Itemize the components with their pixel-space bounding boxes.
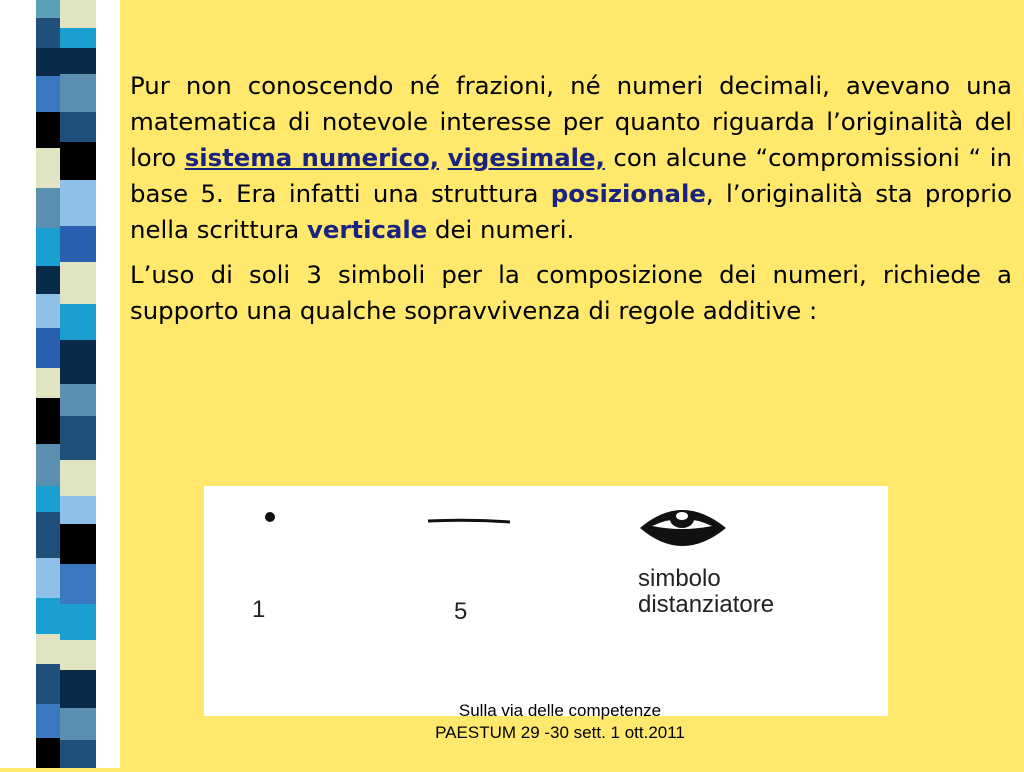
- label-separator: [638, 566, 774, 618]
- keyword-vigesimale: vigesimale,: [447, 143, 605, 172]
- footer: [330, 700, 790, 744]
- intro-text: Pur non conoscendo né frazioni, né numeri decimali, avevano una matematica di notevole interesse per quanto riguarda l’originalità del loro: [130, 71, 1012, 172]
- footer-line2: PAESTUM 29 -30 sett. 1 ott.2011: [435, 723, 685, 742]
- keyword-posizionale: posizionale: [550, 179, 706, 208]
- bar-symbol-icon: [428, 520, 510, 522]
- paragraph-intro: [130, 68, 1012, 248]
- main-text: [130, 68, 1012, 338]
- symbols-drawing: [204, 486, 888, 716]
- label-separator-line1: simbolo: [638, 565, 721, 592]
- end-text: dei numeri.: [427, 215, 575, 244]
- mid-text: con alcune “compromissioni “ in base 5. Era infatti una struttura: [130, 143, 1012, 208]
- label-five: 5: [454, 598, 468, 625]
- stripe-pattern: [0, 0, 120, 768]
- paragraph-symbols: L’uso di soli 3 simboli per la composizione dei numeri, richiede a supporto una qualche sopravvivenza di regole additive :: [130, 260, 1012, 325]
- label-one: 1: [252, 596, 266, 623]
- label-separator-line2: distanziatore: [638, 591, 775, 618]
- decorative-stripe-bar: [0, 0, 120, 768]
- footer-line1: Sulla via delle competenze: [458, 701, 662, 720]
- after-posizionale-text: , l’originalità sta proprio nella scrittura: [130, 179, 1012, 244]
- shell-symbol-icon: [640, 510, 726, 546]
- keyword-sistema-numerico: sistema numerico,: [184, 143, 440, 172]
- dot-symbol-icon: [265, 512, 275, 522]
- maya-symbols-figure: [204, 486, 888, 716]
- keyword-verticale: verticale: [306, 215, 428, 244]
